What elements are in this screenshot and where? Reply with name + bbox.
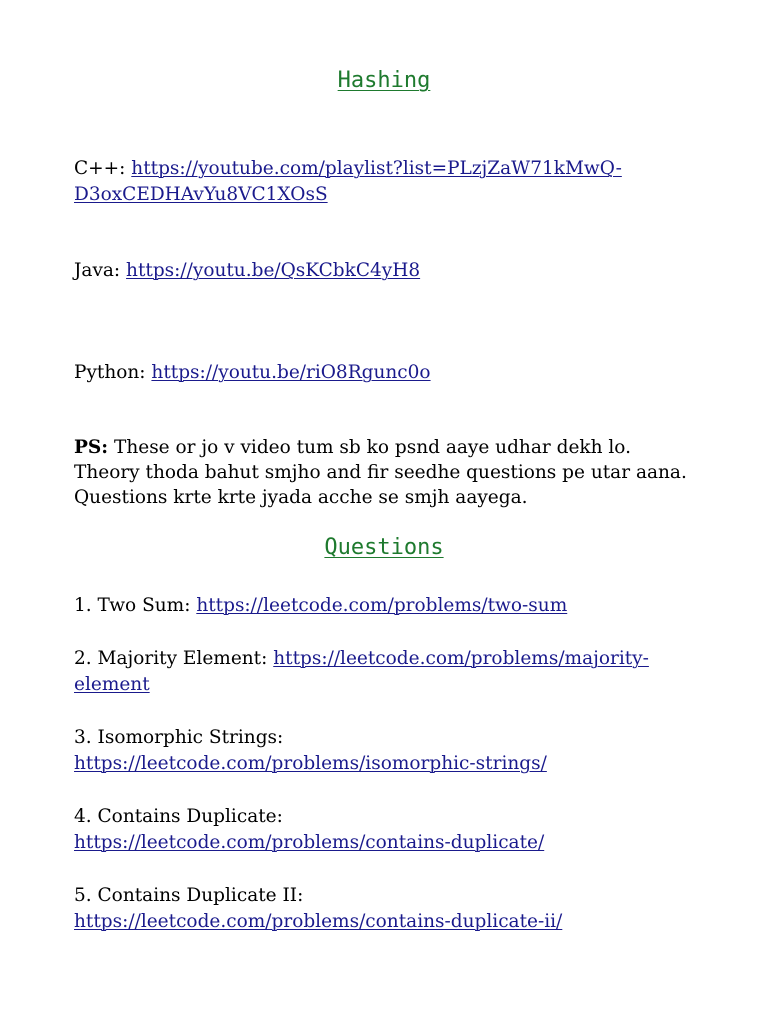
question-item-4-cont	[74, 830, 714, 856]
python-label: Python:	[74, 362, 152, 383]
cpp-resource	[74, 156, 714, 182]
java-label: Java:	[74, 260, 127, 281]
question-5-label: 5. Contains Duplicate II:	[74, 885, 304, 906]
java-video-link[interactable]: https://youtu.be/QsKCbkC4yH8	[126, 260, 421, 281]
python-video-link[interactable]: https://youtu.be/riO8Rgunc0o	[151, 362, 431, 383]
question-2-link-cont[interactable]: element	[74, 674, 150, 695]
question-item-3-cont	[74, 751, 714, 777]
question-3-link[interactable]: https://leetcode.com/problems/isomorphic-strings/	[74, 753, 547, 774]
cpp-label: C++:	[74, 158, 132, 179]
ps-text-1: These or jo v video tum sb ko psnd aaye udhar dekh lo.	[108, 437, 632, 458]
java-resource	[74, 258, 714, 284]
ps-note-line-2: Theory thoda bahut smjho and fir seedhe questions pe utar aana.	[74, 462, 687, 483]
question-item-4	[74, 804, 714, 830]
questions-heading: Questions	[324, 535, 444, 560]
question-item-5	[74, 883, 714, 909]
question-item-2-cont	[74, 672, 714, 698]
question-3-label: 3. Isomorphic Strings:	[74, 727, 284, 748]
question-item-5-cont	[74, 909, 714, 935]
question-item-3	[74, 725, 714, 751]
ps-note-line-3: Questions krte krte jyada acche se smjh aayega.	[74, 487, 528, 508]
question-4-label: 4. Contains Duplicate:	[74, 806, 283, 827]
ps-note	[74, 435, 734, 510]
question-item-2	[74, 646, 714, 672]
ps-prefix: PS:	[74, 437, 109, 458]
question-1-link[interactable]: https://leetcode.com/problems/two-sum	[196, 595, 568, 616]
python-resource	[74, 360, 714, 386]
question-2-link[interactable]: https://leetcode.com/problems/majority-	[273, 648, 649, 669]
question-5-link[interactable]: https://leetcode.com/problems/contains-duplicate-ii/	[74, 911, 563, 932]
cpp-playlist-link-cont[interactable]: D3oxCEDHAvYu8VC1XOsS	[74, 184, 328, 205]
hashing-heading: Hashing	[337, 68, 431, 93]
question-2-label: 2. Majority Element:	[74, 648, 274, 669]
cpp-resource-cont	[74, 182, 714, 208]
question-item-1	[74, 593, 714, 619]
question-1-label: 1. Two Sum:	[74, 595, 197, 616]
ps-note-line-1	[74, 435, 734, 460]
question-4-link[interactable]: https://leetcode.com/problems/contains-duplicate/	[74, 832, 545, 853]
cpp-playlist-link[interactable]: https://youtube.com/playlist?list=PLzjZaW71kMwQ-	[131, 158, 622, 179]
